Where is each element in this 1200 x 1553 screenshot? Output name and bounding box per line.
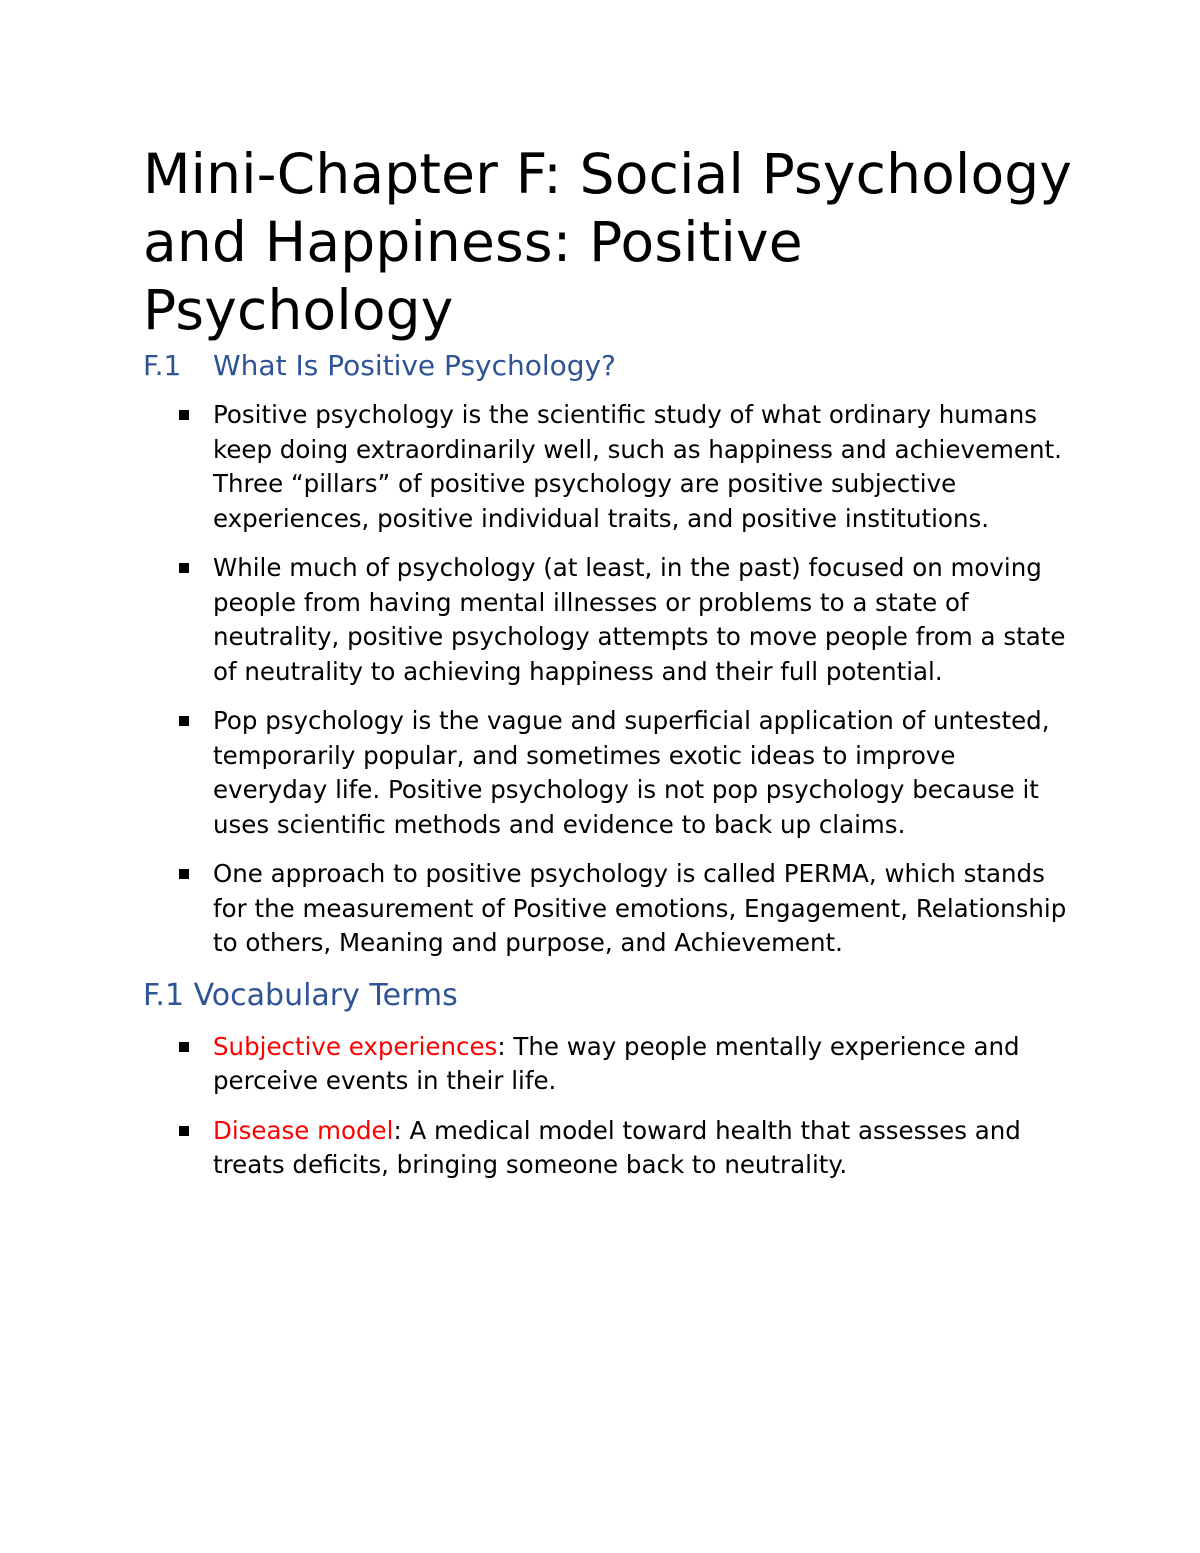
square-bullet-icon <box>179 563 189 573</box>
bullet-list <box>143 398 1073 961</box>
square-bullet-icon <box>179 869 189 879</box>
square-bullet-icon <box>179 1126 189 1136</box>
document-title: Mini-Chapter F: Social Psychology and Happiness: Positive Psychology <box>143 142 1073 342</box>
vocabulary-list <box>143 1030 1073 1183</box>
list-item <box>143 857 1073 961</box>
list-item-text: Positive psychology is the scientific study of what ordinary humans keep doing extraordinarily well, such as happiness and achievement. Three “pillars” of positive psychology are positive subjective experiences, positive individual traits, and positive institutions. <box>213 400 1062 533</box>
list-item-text: While much of psychology (at least, in the past) focused on moving people from having mental illnesses or problems to a state of neutrality, positive psychology attempts to move people from a state of neutrality to achieving happiness and their full potential. <box>213 553 1066 686</box>
vocabulary-item <box>143 1114 1073 1183</box>
square-bullet-icon <box>179 410 189 420</box>
document-content <box>143 140 1073 1198</box>
square-bullet-icon <box>179 1042 189 1052</box>
list-item <box>143 551 1073 689</box>
list-item-text: Pop psychology is the vague and superficial application of untested, temporarily popular, and sometimes exotic ideas to improve everyday life. Positive psychology is not pop psychology because it uses scientific methods and evidence to back up claims. <box>213 706 1050 839</box>
vocabulary-term: Subjective experiences <box>213 1031 498 1061</box>
section-heading-vocabulary: F.1 Vocabulary Terms <box>143 977 458 1013</box>
square-bullet-icon <box>179 716 189 726</box>
vocabulary-term: Disease model <box>213 1115 394 1145</box>
list-item <box>143 704 1073 842</box>
section-title: What Is Positive Psychology? <box>213 349 616 382</box>
section-heading-what-is <box>143 348 1073 384</box>
vocabulary-item <box>143 1030 1073 1099</box>
list-item <box>143 398 1073 536</box>
vocabulary-definition: : The way people mentally experience and perceive events in their life. <box>213 1031 1020 1095</box>
section-number: F.1 <box>143 349 182 382</box>
list-item-text: One approach to positive psychology is called PERMA, which stands for the measurement of Positive emotions, Engagement, Relationship to others, Meaning and purpose, and Achievement. <box>213 859 1067 957</box>
vocabulary-definition: : A medical model toward health that assesses and treats deficits, bringing someone back to neutrality. <box>213 1115 1021 1179</box>
